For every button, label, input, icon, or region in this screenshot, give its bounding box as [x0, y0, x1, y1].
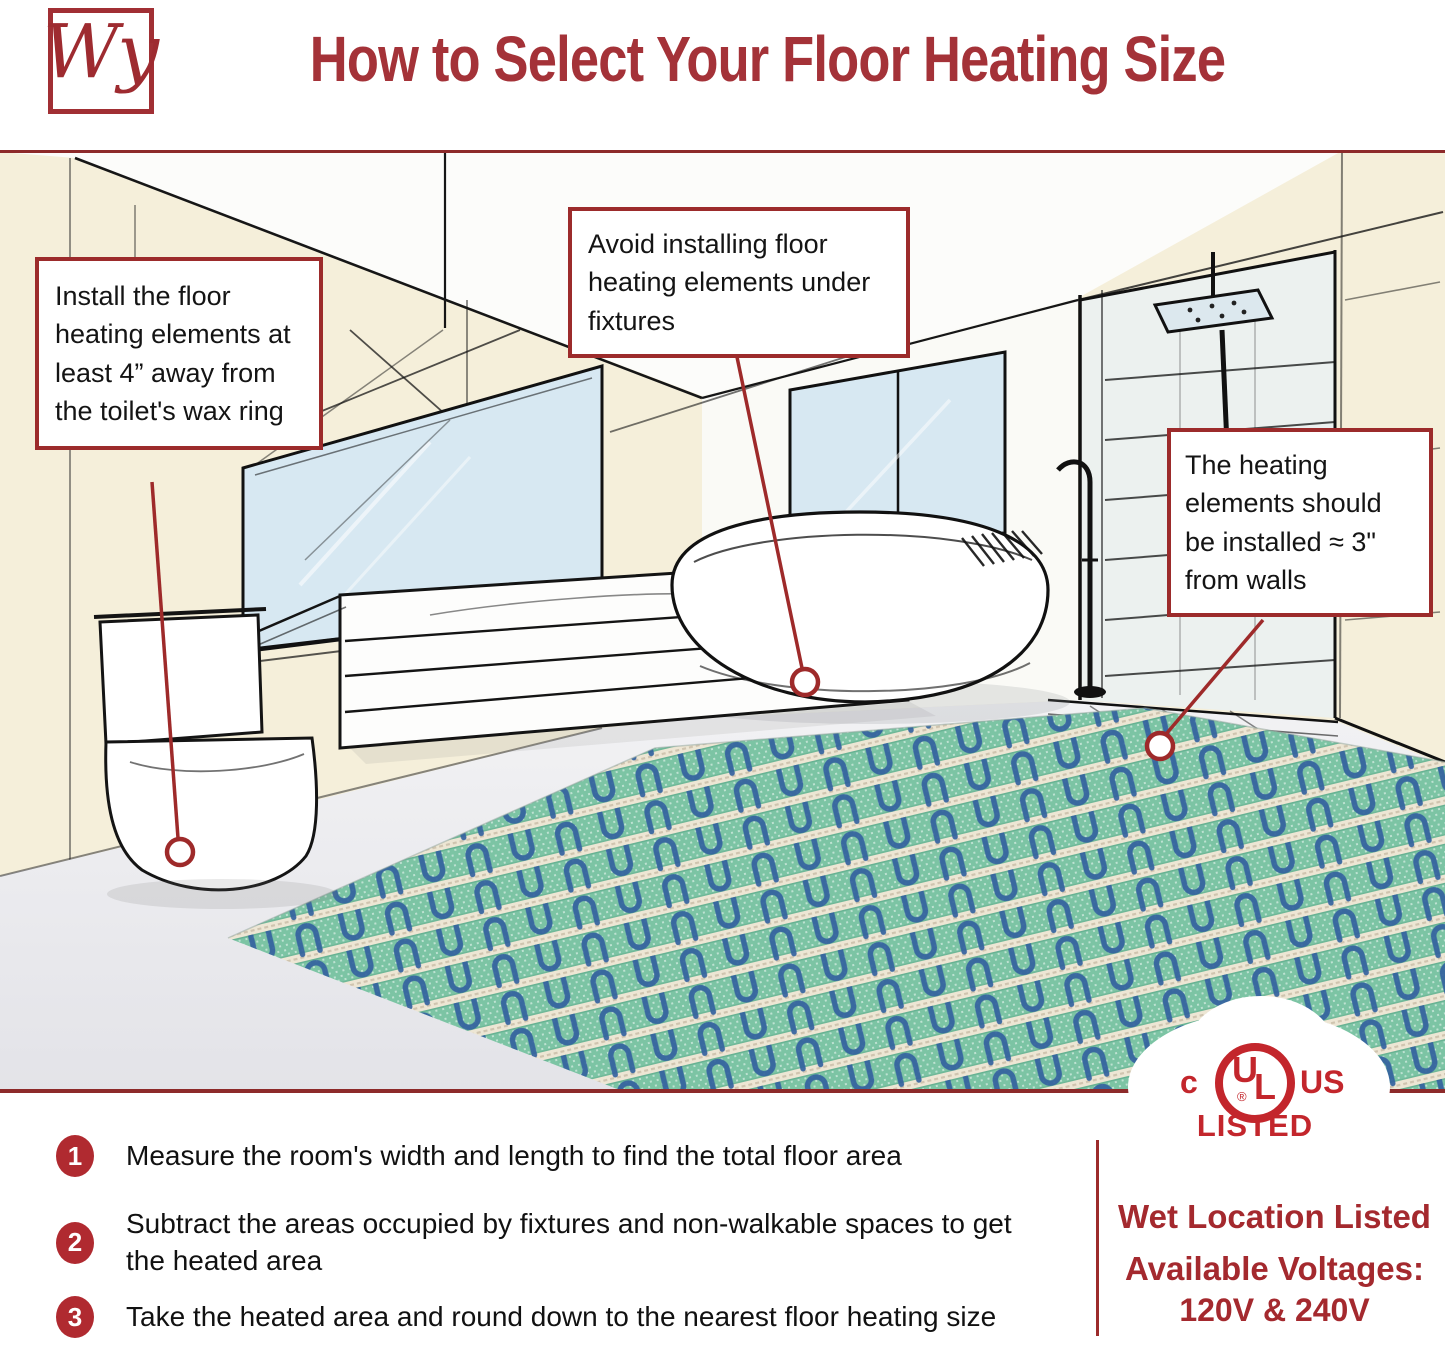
callout-toilet-clearance-text: Install the floor heating elements at least 4” away from the toilet's wax ring [55, 281, 291, 426]
step-1-badge: 1 [56, 1135, 94, 1177]
voltages-label: Available Voltages: [1125, 1250, 1424, 1287]
step-2-text: Subtract the areas occupied by fixtures and non-walkable spaces to get the heated area [126, 1208, 1012, 1276]
page-title: How to Select Your Floor Heating Size [309, 23, 1226, 95]
ul-letter-u: U [1232, 1049, 1258, 1090]
step-3-badge: 3 [56, 1296, 94, 1338]
callout-wall-clearance [1167, 428, 1433, 617]
ul-letter-l: L [1254, 1066, 1276, 1107]
callout-wall-clearance-text: The heating elements should be installed ≈ 3" from walls [1185, 450, 1382, 595]
ul-listed-label: LISTED [1196, 1108, 1314, 1143]
wet-location-label: Wet Location Listed [1118, 1198, 1431, 1235]
vertical-divider [1096, 1140, 1099, 1336]
step-2-badge: 2 [56, 1222, 94, 1264]
step-1-text: Measure the room's width and length to find the total floor area [126, 1139, 902, 1171]
brand-logo [42, 8, 160, 114]
toilet-marker-circle [167, 839, 193, 865]
voltages-value: 120V & 240V [1179, 1292, 1370, 1328]
tub-marker-circle [792, 669, 818, 695]
ul-us-letters: US [1300, 1064, 1345, 1100]
ul-listed-logo [1128, 1000, 1398, 1180]
ul-canada-letter: c [1180, 1064, 1198, 1100]
top-divider [0, 150, 1445, 153]
brand-logo-text: Wy [42, 9, 160, 95]
step-3 [56, 1296, 1056, 1338]
callout-toilet-clearance [35, 257, 323, 450]
wall-marker-circle [1147, 733, 1173, 759]
callout-avoid-fixtures [568, 207, 910, 358]
callout-avoid-fixtures-text: Avoid installing floor heating elements under fixtures [588, 229, 871, 336]
step-3-text: Take the heated area and round down to the nearest floor heating size [126, 1300, 997, 1332]
registered-trademark-icon: ® [1237, 1089, 1247, 1104]
step-1 [56, 1135, 1056, 1177]
step-2 [56, 1206, 1056, 1280]
